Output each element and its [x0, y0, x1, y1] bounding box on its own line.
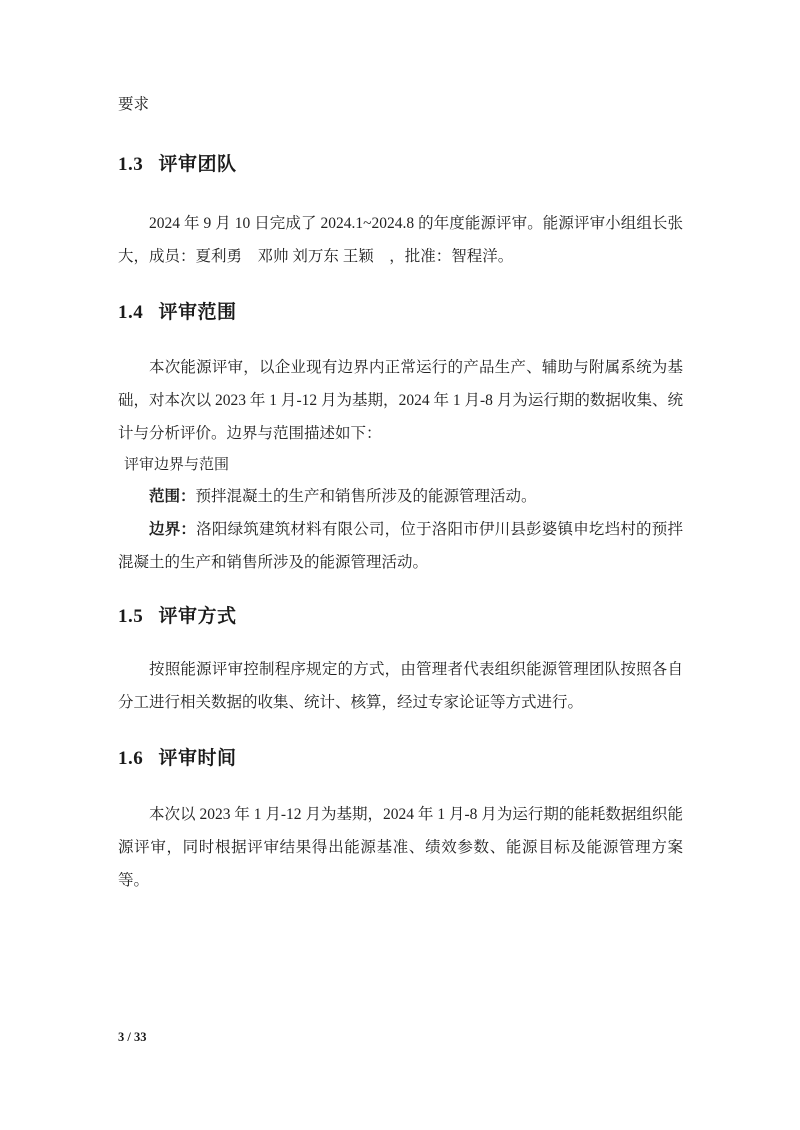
section-title: 评审时间	[158, 748, 237, 769]
section-number: 1.6	[118, 748, 144, 769]
section-title: 评审方式	[158, 606, 237, 627]
scope-paragraph	[118, 480, 683, 513]
section-title: 评审范围	[158, 302, 237, 323]
paragraph: 2024 年 9 月 10 日完成了 2024.1~2024.8 的年度能源评审。能源评审小组组长张大，成员：夏利勇 邓帅 刘万东 王颖 ，批准：智程洋。	[118, 215, 683, 265]
boundary-label: 边界：	[149, 521, 197, 538]
scope-label: 范围：	[149, 488, 196, 505]
section-heading	[118, 745, 683, 773]
section-number: 1.4	[118, 302, 144, 323]
page-number: 3 / 33	[118, 1030, 147, 1044]
boundary-scope-caption: 评审边界与范围	[124, 457, 230, 473]
boundary-text: 洛阳绿筑建筑材料有限公司，位于洛阳市伊川县彭婆镇申圪垱村的预拌混凝土的生产和销售所涉及的能源管理活动。	[118, 521, 683, 571]
section-heading	[118, 299, 683, 327]
paragraph: 本次以 2023 年 1 月-12 月为基期，2024 年 1 月-8 月为运行期的能耗数据组织能源评审，同时根据评审结果得出能源基准、绩效参数、能源目标及能源管理方案等。	[118, 806, 683, 889]
paragraph: 按照能源评审控制程序规定的方式，由管理者代表组织能源管理团队按照各自分工进行相关数据的收集、统计、核算，经过专家论证等方式进行。	[118, 661, 683, 711]
section-review-time	[118, 745, 683, 897]
carryover-text: 要求	[118, 96, 150, 113]
section-review-method	[118, 603, 683, 719]
section-heading	[118, 603, 683, 631]
page-content	[118, 88, 683, 897]
section-number: 1.3	[118, 154, 144, 175]
boundary-paragraph	[118, 513, 683, 579]
scope-text: 预拌混凝土的生产和销售所涉及的能源管理活动。	[195, 488, 537, 505]
section-review-team	[118, 151, 683, 273]
paragraph: 本次能源评审，以企业现有边界内正常运行的产品生产、辅助与附属系统为基础，对本次以 2023 年 1 月-12 月为基期，2024 年 1 月-8 月为运行期的数据收集、统计与分析评价。边界与范围描述如下：	[118, 359, 683, 442]
section-heading	[118, 151, 683, 179]
section-number: 1.5	[118, 606, 144, 627]
section-title: 评审团队	[158, 154, 237, 175]
section-review-scope	[118, 299, 683, 579]
